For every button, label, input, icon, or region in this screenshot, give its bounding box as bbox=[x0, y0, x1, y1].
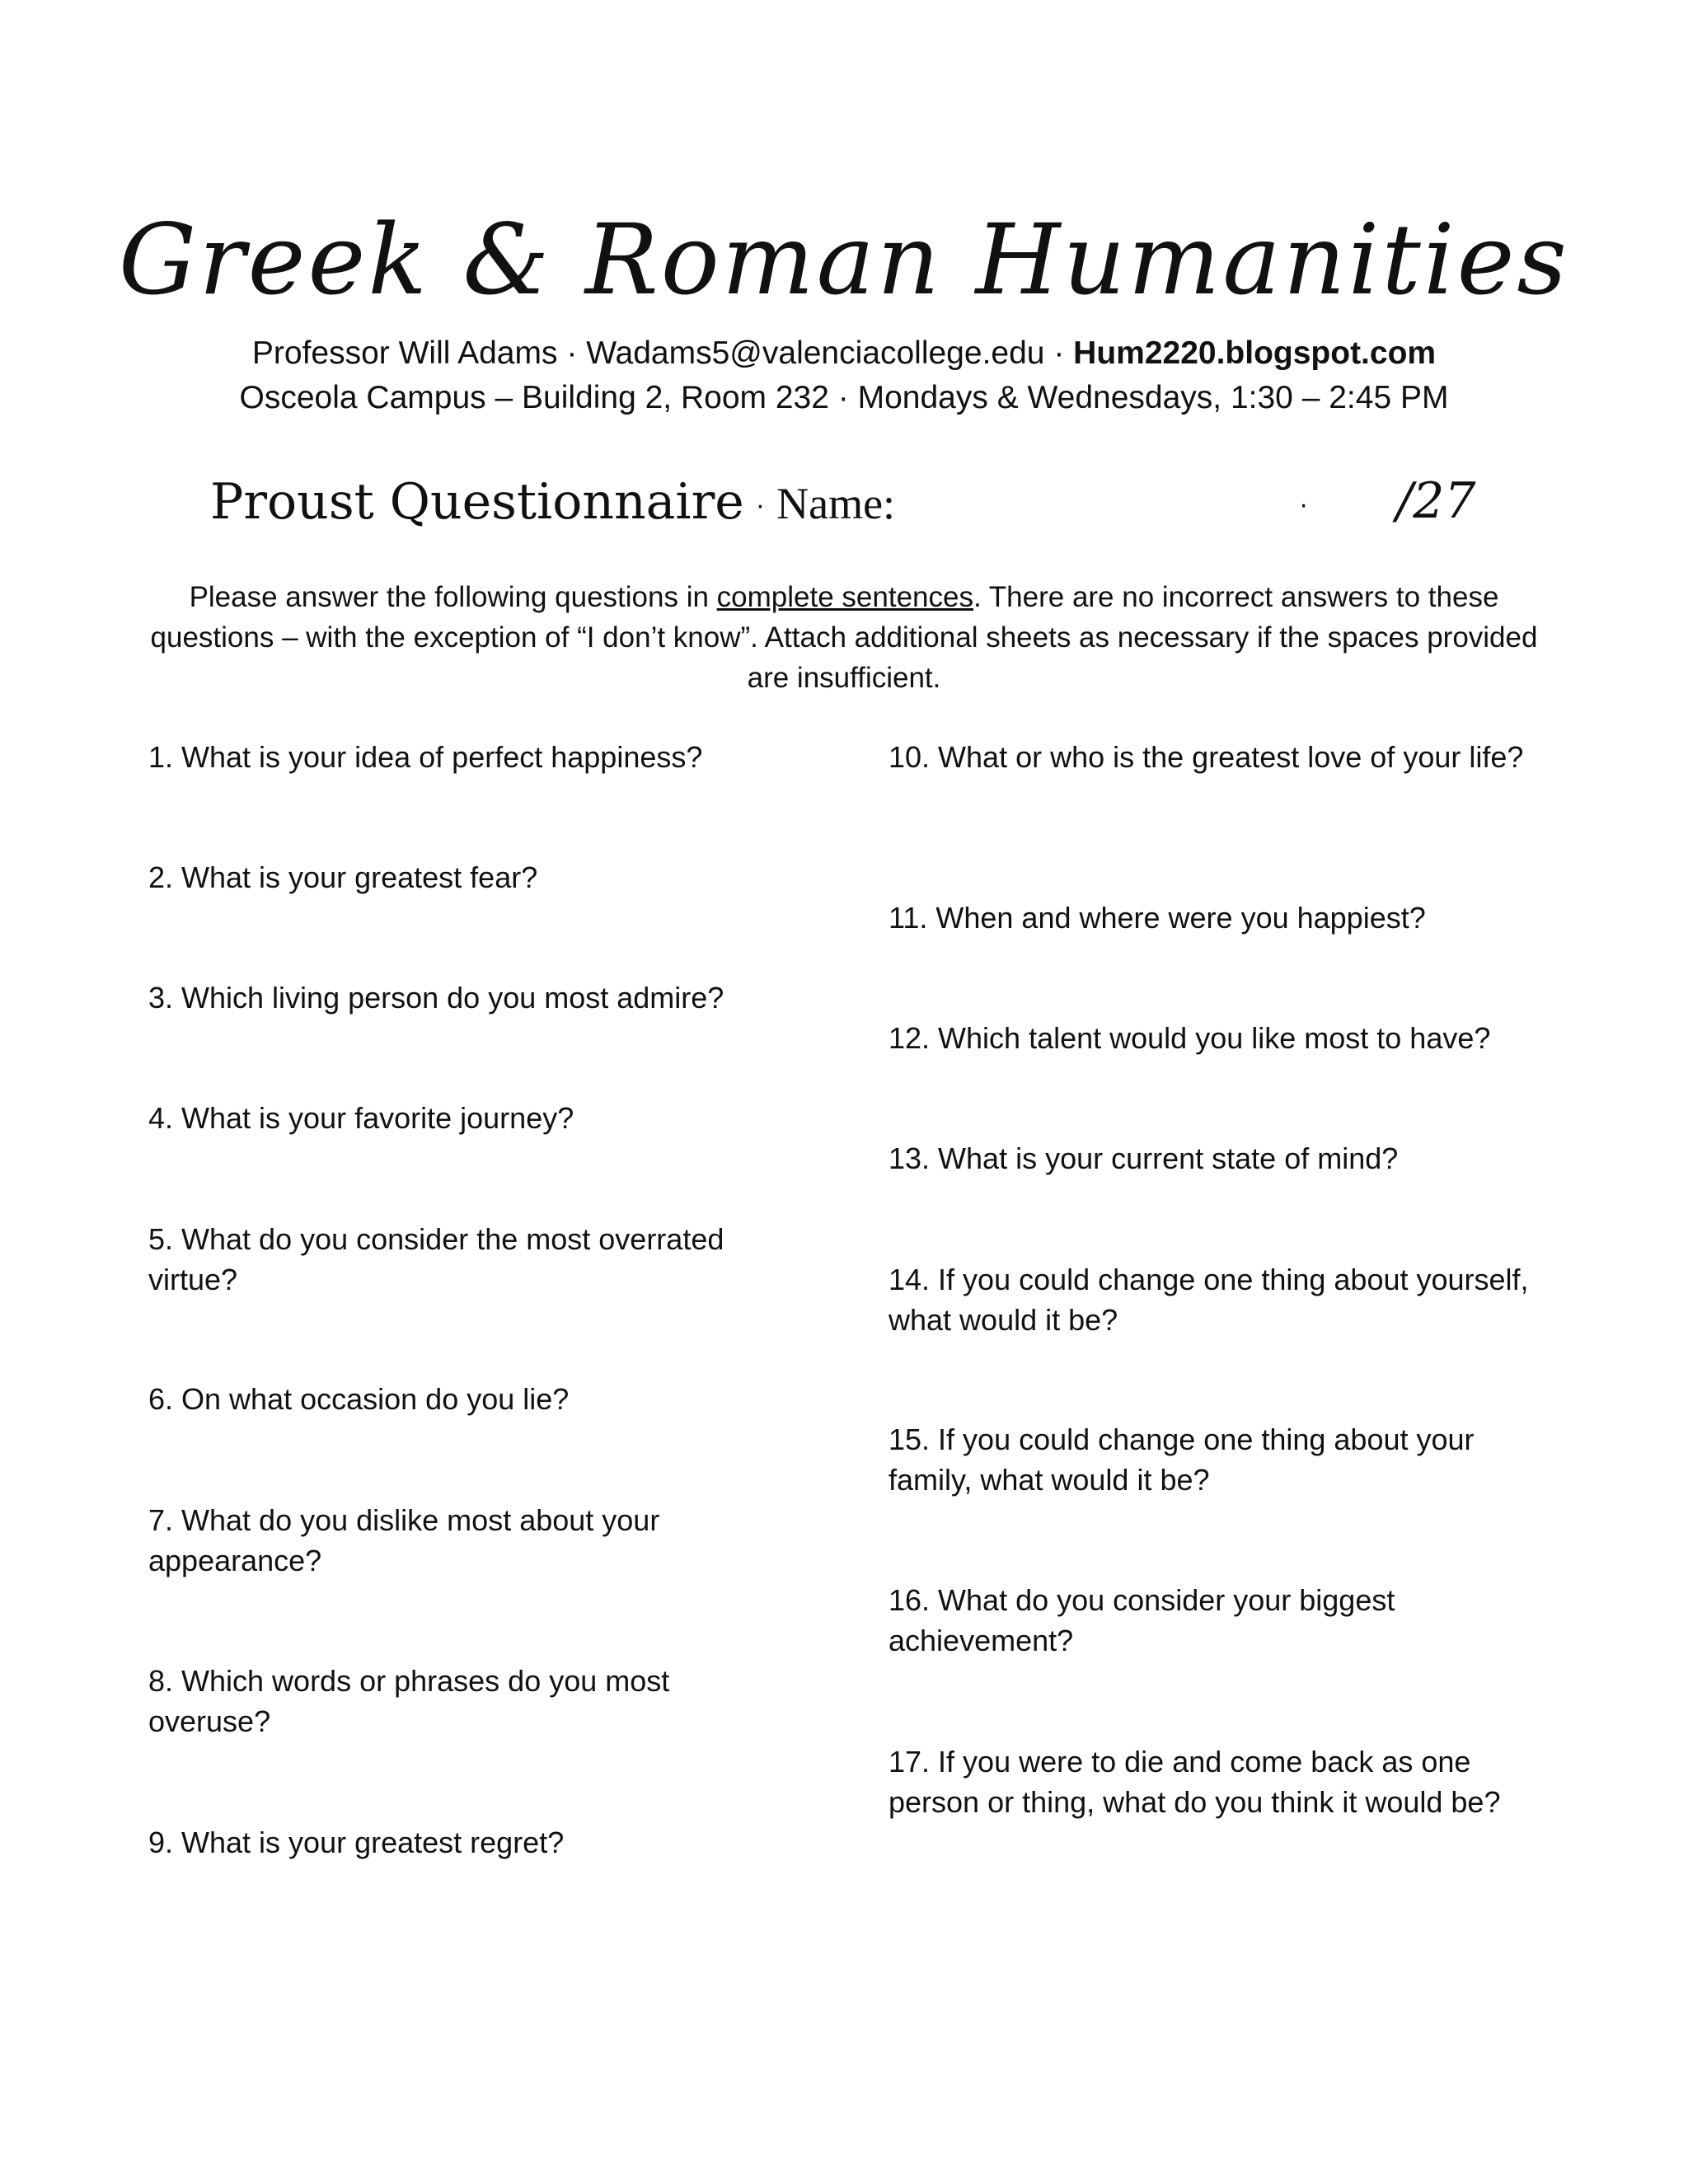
question-1: 1. What is your idea of perfect happiness? bbox=[148, 740, 703, 774]
question-12: 12. Which talent would you like most to have? bbox=[889, 1021, 1491, 1055]
questionnaire-title: Proust Questionnaire bbox=[210, 473, 744, 531]
question-4: 4. What is your favorite journey? bbox=[148, 1101, 574, 1135]
question-5: 5. What do you consider the most overrated virtue? bbox=[148, 1222, 724, 1296]
separator: · bbox=[755, 490, 766, 522]
separator: · bbox=[1053, 335, 1065, 371]
question-9: 9. What is your greatest regret? bbox=[148, 1825, 565, 1859]
blog-link[interactable]: Hum2220.blogspot.com bbox=[1073, 335, 1437, 371]
question-16: 16. What do you consider your biggest achievement? bbox=[889, 1583, 1395, 1657]
contact-line bbox=[0, 331, 1688, 376]
question-15: 15. If you could change one thing about your family, what would it be? bbox=[889, 1422, 1475, 1497]
question-13: 13. What is your current state of mind? bbox=[889, 1141, 1399, 1175]
professor-name: Professor Will Adams bbox=[251, 335, 558, 371]
question-10: 10. What or who is the greatest love of your life? bbox=[889, 740, 1524, 774]
question-3: 3. Which living person do you most admire? bbox=[148, 981, 724, 1015]
course-title: Greek & Roman Humanities bbox=[119, 203, 1569, 316]
instructions bbox=[140, 577, 1548, 698]
instructions-part2: . There are no incorrect answers to these questions – with the exception of “I don’t know”. Attach additional sheets as necessary if the spaces provided are insufficient. bbox=[150, 581, 1538, 694]
question-7: 7. What do you dislike most about your appearance? bbox=[148, 1503, 660, 1577]
name-field-end-dot: · bbox=[1299, 489, 1309, 520]
class-schedule: Mondays & Wednesdays, 1:30 – 2:45 PM bbox=[857, 380, 1449, 415]
instructions-part1: Please answer the following questions in bbox=[189, 581, 717, 613]
location-line bbox=[0, 376, 1688, 420]
instructions-emphasis: complete sentences bbox=[716, 581, 973, 613]
question-2: 2. What is your greatest fear? bbox=[148, 860, 538, 894]
question-14: 14. If you could change one thing about yourself, what would it be? bbox=[889, 1263, 1529, 1337]
question-8: 8. Which words or phrases do you most overuse? bbox=[148, 1664, 670, 1738]
question-17: 17. If you were to die and come back as one person or thing, what do you think it would be? bbox=[889, 1745, 1501, 1819]
separator: · bbox=[566, 335, 578, 371]
questionnaire-heading bbox=[210, 471, 895, 536]
email-link[interactable]: Wadams5@valenciacollege.edu bbox=[586, 335, 1045, 371]
question-11: 11. When and where were you happiest? bbox=[889, 901, 1426, 935]
campus-location: Osceola Campus – Building 2, Room 232 bbox=[239, 380, 829, 415]
score-total: /27 bbox=[1396, 472, 1476, 530]
separator: · bbox=[837, 380, 849, 415]
name-label: Name: bbox=[776, 479, 896, 528]
question-6: 6. On what occasion do you lie? bbox=[148, 1382, 570, 1416]
